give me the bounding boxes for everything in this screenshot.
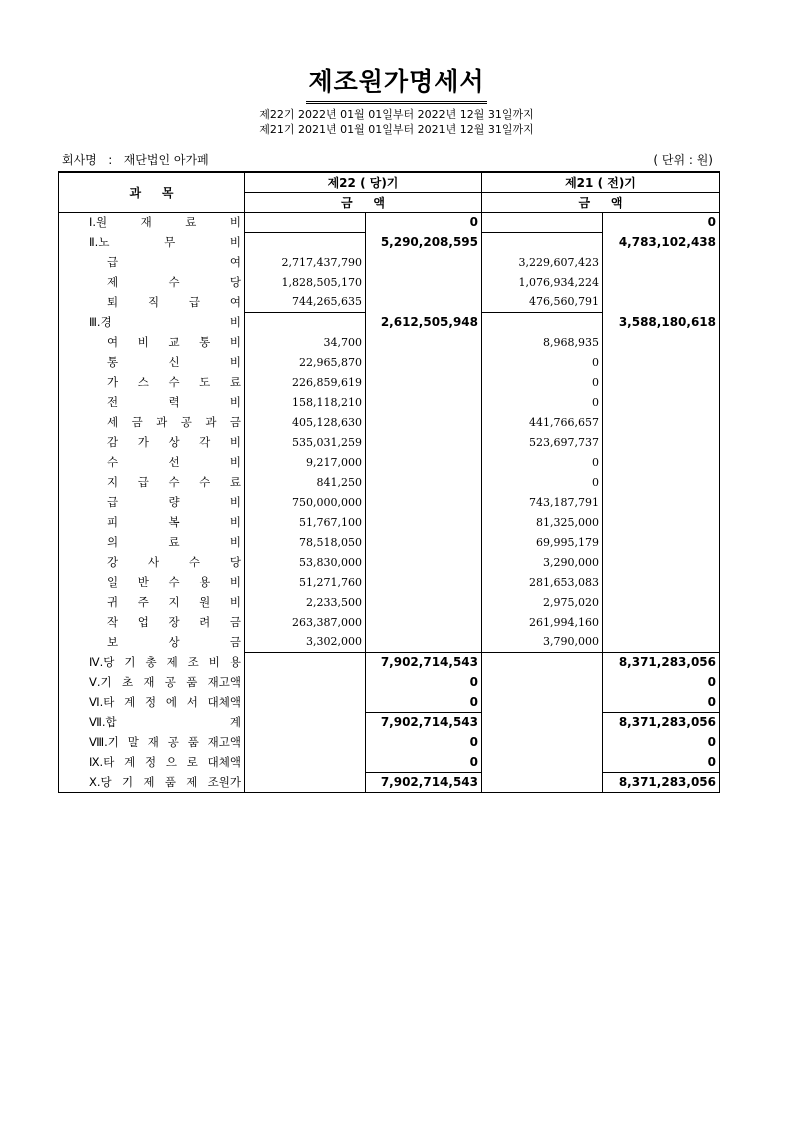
row-label [59, 412, 245, 432]
table-row [59, 512, 720, 532]
row-label [59, 732, 245, 752]
row-current-total: 7,902,714,543 [366, 712, 482, 732]
row-previous-detail: 261,994,160 [482, 612, 603, 632]
row-current-total [366, 632, 482, 652]
table-row [59, 612, 720, 632]
table-row [59, 572, 720, 592]
row-current-detail: 841,250 [245, 472, 366, 492]
row-previous-detail: 441,766,657 [482, 412, 603, 432]
row-previous-total: 0 [603, 212, 720, 232]
title-wrap [0, 62, 793, 104]
row-label [59, 432, 245, 452]
row-previous-total [603, 372, 720, 392]
row-current-total [366, 292, 482, 312]
row-label-text: Ⅲ.경 비 [89, 315, 241, 329]
row-previous-detail: 0 [482, 452, 603, 472]
row-label-text: 피 복 비 [107, 515, 241, 529]
row-current-detail: 535,031,259 [245, 432, 366, 452]
table-row [59, 592, 720, 612]
row-label-text: 통 신 비 [107, 355, 241, 369]
row-label [59, 452, 245, 472]
row-label-text: 일 반 수 용 비 [107, 575, 241, 589]
row-previous-detail: 2,975,020 [482, 592, 603, 612]
row-current-total [366, 252, 482, 272]
row-label [59, 672, 245, 692]
row-previous-detail: 0 [482, 472, 603, 492]
row-current-total [366, 552, 482, 572]
header-current-amount: 금 액 [245, 192, 482, 212]
unit-label: ( 단위 : 원) [653, 153, 713, 167]
row-previous-total [603, 452, 720, 472]
table-row [59, 492, 720, 512]
table-row [59, 712, 720, 732]
row-current-total: 2,612,505,948 [366, 312, 482, 332]
row-label-text: 의 료 비 [107, 535, 241, 549]
statement-table [58, 171, 720, 793]
row-label-text: 귀 주 지 원 비 [107, 595, 241, 609]
row-previous-total [603, 492, 720, 512]
row-previous-total: 8,371,283,056 [603, 652, 720, 672]
row-label [59, 572, 245, 592]
row-current-detail: 263,387,000 [245, 612, 366, 632]
row-previous-detail [482, 672, 603, 692]
row-current-detail [245, 672, 366, 692]
row-previous-detail: 3,290,000 [482, 552, 603, 572]
row-previous-detail [482, 772, 603, 792]
row-label [59, 772, 245, 792]
row-current-total: 0 [366, 692, 482, 712]
row-label [59, 712, 245, 732]
row-previous-total [603, 352, 720, 372]
row-label-text: Ⅱ.노 무 비 [89, 235, 241, 249]
row-label [59, 372, 245, 392]
row-previous-detail: 3,229,607,423 [482, 252, 603, 272]
table-row [59, 412, 720, 432]
row-current-detail: 226,859,619 [245, 372, 366, 392]
row-label [59, 272, 245, 292]
row-label [59, 472, 245, 492]
row-label [59, 512, 245, 532]
row-current-total [366, 532, 482, 552]
row-label [59, 552, 245, 572]
row-previous-total [603, 572, 720, 592]
row-label-text: 제 수 당 [107, 275, 241, 289]
table-row [59, 772, 720, 792]
row-label-text: 지 급 수 수 료 [107, 475, 241, 489]
row-previous-detail: 69,995,179 [482, 532, 603, 552]
row-label-text: Ⅶ.합 계 [89, 715, 241, 729]
row-current-total: 5,290,208,595 [366, 232, 482, 252]
row-label-text: Ⅴ.기 초 재 공 품 재고액 [89, 675, 241, 689]
table-row [59, 432, 720, 452]
table-row [59, 212, 720, 232]
row-current-total [366, 612, 482, 632]
row-current-total [366, 332, 482, 352]
row-previous-detail: 281,653,083 [482, 572, 603, 592]
row-current-detail: 750,000,000 [245, 492, 366, 512]
row-current-total: 0 [366, 672, 482, 692]
row-current-total [366, 352, 482, 372]
row-previous-detail: 0 [482, 372, 603, 392]
row-label-text: 작 업 장 려 금 [107, 615, 241, 629]
row-label-text: Ⅹ.당 기 제 품 제 조원가 [89, 774, 241, 789]
row-label [59, 212, 245, 232]
row-previous-detail [482, 652, 603, 672]
row-current-total: 7,902,714,543 [366, 652, 482, 672]
row-label-text: 전 력 비 [107, 395, 241, 409]
table-header [59, 172, 720, 212]
row-previous-detail [482, 712, 603, 732]
row-previous-total [603, 472, 720, 492]
table-row [59, 232, 720, 252]
row-current-total [366, 492, 482, 512]
table-row [59, 732, 720, 752]
row-previous-total [603, 272, 720, 292]
row-previous-total [603, 332, 720, 352]
row-current-detail: 2,717,437,790 [245, 252, 366, 272]
table-row [59, 752, 720, 772]
row-previous-total [603, 632, 720, 652]
row-previous-detail [482, 212, 603, 232]
row-previous-total [603, 512, 720, 532]
row-label-text: 퇴 직 급 여 [107, 295, 241, 309]
row-current-detail [245, 652, 366, 672]
row-previous-detail: 3,790,000 [482, 632, 603, 652]
table-row [59, 292, 720, 312]
row-previous-detail [482, 732, 603, 752]
table-row [59, 312, 720, 332]
table-row [59, 372, 720, 392]
row-current-detail: 51,767,100 [245, 512, 366, 532]
row-previous-detail: 0 [482, 392, 603, 412]
table-row [59, 392, 720, 412]
row-label-text: Ⅸ.타 계 정 으 로 대체액 [89, 755, 241, 769]
row-previous-detail: 0 [482, 352, 603, 372]
row-previous-total [603, 432, 720, 452]
header-current-period: 제22 ( 당)기 [245, 172, 482, 192]
row-current-detail [245, 772, 366, 792]
row-current-detail: 78,518,050 [245, 532, 366, 552]
row-current-detail: 3,302,000 [245, 632, 366, 652]
row-previous-detail: 8,968,935 [482, 332, 603, 352]
period-previous: 제21기 2021년 01월 01일부터 2021년 12월 31일까지 [259, 123, 534, 136]
row-label-text: Ⅰ.원 재 료 비 [89, 215, 241, 230]
row-label-text: 급 여 [107, 255, 241, 269]
row-previous-total [603, 392, 720, 412]
table-row [59, 532, 720, 552]
row-previous-total [603, 412, 720, 432]
row-label-text: 여 비 교 통 비 [107, 335, 241, 349]
row-current-total [366, 472, 482, 492]
company-name: 회사명 : 재단법인 아가페 [62, 153, 209, 167]
row-label [59, 392, 245, 412]
table-row [59, 672, 720, 692]
table-row [59, 252, 720, 272]
row-previous-total: 8,371,283,056 [603, 772, 720, 792]
header-previous-period: 제21 ( 전)기 [482, 172, 720, 192]
row-current-total [366, 572, 482, 592]
row-current-total [366, 452, 482, 472]
row-previous-detail: 743,187,791 [482, 492, 603, 512]
row-current-detail: 744,265,635 [245, 292, 366, 312]
period-current: 제22기 2022년 01월 01일부터 2022년 12월 31일까지 [259, 108, 534, 121]
row-current-total [366, 272, 482, 292]
row-label [59, 752, 245, 772]
row-current-total [366, 512, 482, 532]
row-previous-detail: 476,560,791 [482, 292, 603, 312]
row-current-detail: 53,830,000 [245, 552, 366, 572]
header-previous-amount: 금 액 [482, 192, 720, 212]
row-label-text: Ⅳ.당 기 총 제 조 비 용 [89, 655, 241, 669]
row-previous-total: 0 [603, 752, 720, 772]
row-previous-detail [482, 232, 603, 252]
row-current-total [366, 592, 482, 612]
row-label [59, 292, 245, 312]
row-current-detail [245, 732, 366, 752]
row-previous-total: 3,588,180,618 [603, 312, 720, 332]
row-previous-detail [482, 312, 603, 332]
row-label [59, 632, 245, 652]
row-current-total [366, 412, 482, 432]
row-label [59, 232, 245, 252]
row-previous-total [603, 612, 720, 632]
row-current-detail: 2,233,500 [245, 592, 366, 612]
row-label [59, 252, 245, 272]
table-row [59, 552, 720, 572]
table-row [59, 452, 720, 472]
row-previous-total: 0 [603, 732, 720, 752]
table-row [59, 332, 720, 352]
table-row [59, 352, 720, 372]
table-row [59, 632, 720, 652]
row-label [59, 612, 245, 632]
row-label [59, 352, 245, 372]
row-previous-total [603, 592, 720, 612]
row-previous-detail: 1,076,934,224 [482, 272, 603, 292]
row-current-detail [245, 212, 366, 232]
row-previous-total [603, 292, 720, 312]
row-previous-detail: 81,325,000 [482, 512, 603, 532]
row-previous-total: 0 [603, 672, 720, 692]
row-label-text: Ⅷ.기 말 재 공 품 재고액 [89, 735, 241, 749]
row-label-text: 급 량 비 [107, 495, 241, 509]
row-current-detail: 9,217,000 [245, 452, 366, 472]
row-previous-total [603, 552, 720, 572]
row-previous-total [603, 252, 720, 272]
row-previous-detail [482, 692, 603, 712]
row-previous-total: 4,783,102,438 [603, 232, 720, 252]
row-previous-detail [482, 752, 603, 772]
row-current-total: 0 [366, 752, 482, 772]
table-row [59, 652, 720, 672]
row-current-detail: 51,271,760 [245, 572, 366, 592]
row-label-text: 가 스 수 도 료 [107, 375, 241, 389]
row-current-detail [245, 232, 366, 252]
row-current-total [366, 432, 482, 452]
row-current-total: 0 [366, 212, 482, 232]
table-row [59, 272, 720, 292]
row-previous-total: 8,371,283,056 [603, 712, 720, 732]
row-current-detail [245, 692, 366, 712]
row-current-detail [245, 312, 366, 332]
row-current-total [366, 392, 482, 412]
period-lines [0, 107, 793, 137]
row-current-total: 7,902,714,543 [366, 772, 482, 792]
row-current-total: 0 [366, 732, 482, 752]
row-label-text: Ⅵ.타 계 정 에 서 대체액 [89, 695, 241, 709]
row-current-detail: 158,118,210 [245, 392, 366, 412]
row-label [59, 532, 245, 552]
table-row [59, 472, 720, 492]
row-label [59, 592, 245, 612]
header-subject: 과 목 [59, 172, 245, 212]
row-label [59, 492, 245, 512]
row-label [59, 332, 245, 352]
row-label-text: 세 금 과 공 과 금 [107, 415, 241, 429]
row-current-detail: 405,128,630 [245, 412, 366, 432]
row-label-text: 수 선 비 [107, 455, 241, 469]
table-body [59, 212, 720, 792]
row-current-detail [245, 752, 366, 772]
row-previous-detail: 523,697,737 [482, 432, 603, 452]
row-current-detail: 34,700 [245, 332, 366, 352]
page-title: 제조원가명세서 [306, 62, 486, 104]
row-label [59, 312, 245, 332]
row-current-detail [245, 712, 366, 732]
row-current-total [366, 372, 482, 392]
row-current-detail: 22,965,870 [245, 352, 366, 372]
row-current-detail: 1,828,505,170 [245, 272, 366, 292]
row-previous-total: 0 [603, 692, 720, 712]
row-label-text: 감 가 상 각 비 [107, 435, 241, 449]
row-previous-total [603, 532, 720, 552]
table-row [59, 692, 720, 712]
row-label-text: 보 상 금 [107, 635, 241, 649]
row-label [59, 652, 245, 672]
row-label-text: 강 사 수 당 [107, 555, 241, 569]
row-label [59, 692, 245, 712]
